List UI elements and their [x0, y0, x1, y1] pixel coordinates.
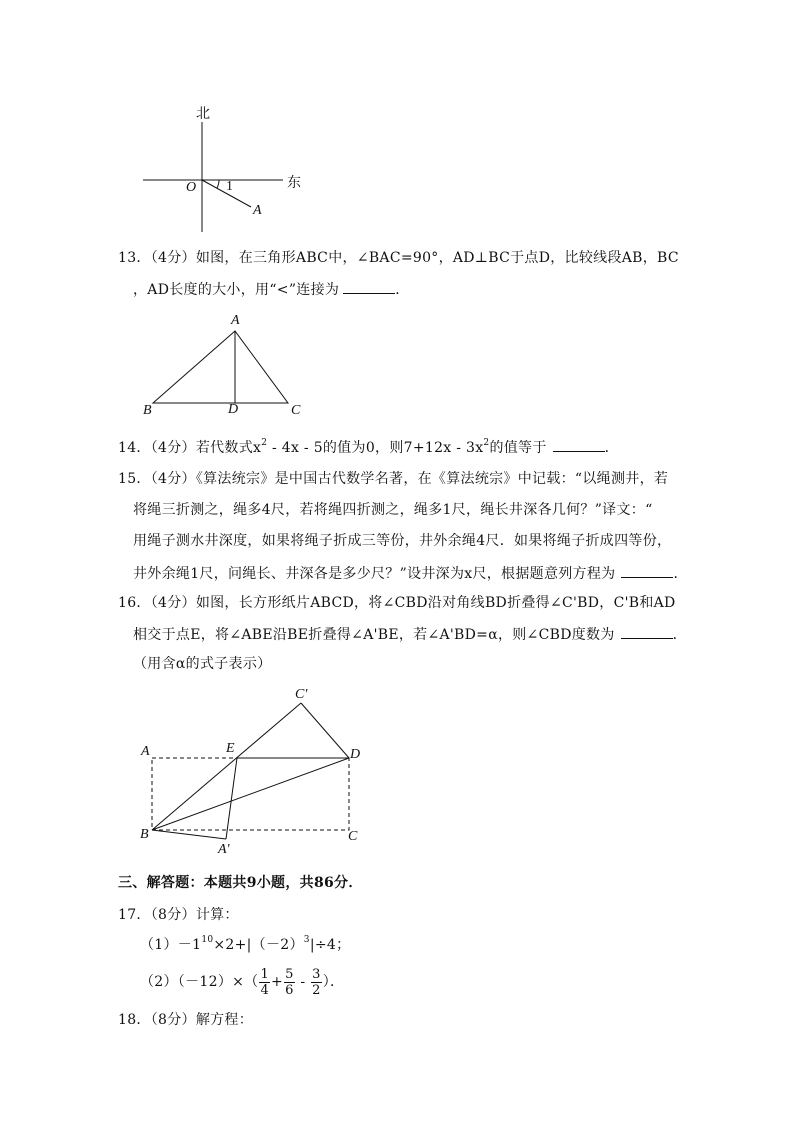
q14-end: ．	[604, 440, 619, 456]
triangle-label-c: C	[291, 403, 301, 418]
q16-line1: 16．（4分）如图，长方形纸片ABCD，将∠CBD沿对角线BD折叠得∠C'BD，C'B和AD	[118, 595, 676, 611]
rect-label-c: C	[348, 829, 358, 844]
section3-heading: 三、解答题：本题共9小题，共86分．	[118, 875, 363, 891]
q16-line2-text: 相交于点E，将∠ABE沿BE折叠得∠A'BE，若∠A'BD=α，则∠CBD度数为	[133, 627, 615, 643]
segment-c-prime-d	[301, 703, 349, 758]
q17-fraction-3	[311, 967, 322, 998]
q17-part2-a: （2）（－12）×（	[140, 974, 259, 990]
q17-title: 17．（8分）计算：	[118, 907, 239, 923]
compass-north-label: 北	[196, 106, 210, 122]
fraction-2-denominator: 6	[285, 982, 294, 998]
q17-part1-b: ×2+|（－2）	[213, 937, 304, 953]
q18-title: 18．（8分）解方程：	[118, 1012, 254, 1028]
q14-exponent-1: 2	[261, 438, 268, 448]
q17-op2: -	[295, 974, 311, 990]
q14-exponent-2: 2	[483, 438, 490, 448]
q17-part1	[140, 935, 350, 955]
q13-line1: 13．（4分）如图，在三角形ABC中，∠BAC=90°，AD⊥BC于点D，比较线段AB，BC	[118, 250, 679, 266]
q16-line2-end: ．	[672, 627, 687, 643]
compass-origin-label: O	[186, 180, 197, 195]
segment-a-prime-e	[226, 758, 237, 839]
q16-line3: （用含α的式子表示）	[133, 656, 272, 672]
segment-ba-prime	[152, 830, 226, 839]
q15-line4-text: 井外余绳1尺，问绳长、井深各是多少尺？”设井深为x尺，根据题意列方程为	[133, 566, 616, 582]
q15-line2: 将绳三折测之，绳多4尺，若将绳四折测之，绳多1尺，绳长井深各几何？”译文：“	[133, 502, 653, 518]
rect-label-d: D	[350, 747, 361, 762]
segment-bc-prime	[152, 703, 301, 830]
q17-fraction-1	[259, 967, 270, 998]
q17-part1-c: |÷4；	[309, 937, 351, 953]
q17-part2-end: ）．	[322, 974, 345, 990]
rect-label-b: B	[140, 827, 149, 842]
rect-label-e: E	[226, 741, 235, 756]
q17-part2	[140, 964, 344, 1000]
q14-part2: - 4x - 5的值为0，则7+12x - 3x	[267, 440, 484, 456]
q17-part1-a: （1）－1	[140, 937, 202, 953]
q15-line4-end: ．	[673, 566, 688, 582]
fraction-1-denominator: 4	[260, 982, 270, 998]
compass-angle-label: 1	[226, 179, 233, 194]
rect-label-c-prime: C'	[295, 687, 308, 702]
rect-label-a-prime: A'	[218, 842, 230, 857]
q17-op1: +	[271, 974, 284, 990]
rect-label-a: A	[141, 744, 150, 759]
fraction-3-denominator: 2	[312, 982, 321, 998]
triangle-label-b: B	[143, 403, 152, 418]
compass-point-a-label: A	[253, 203, 262, 218]
triangle-label-a: A	[231, 313, 240, 328]
triangle-label-d: D	[228, 402, 239, 417]
q17-fraction-2	[284, 967, 295, 998]
q17-part1-exp: 10	[201, 935, 214, 945]
q14-part1: 14．（4分）若代数式x	[118, 440, 262, 456]
fraction-2-numerator: 5	[285, 966, 294, 982]
q14-part3: 的值等于	[489, 440, 547, 456]
q17-part1-exp2: 3	[303, 935, 310, 945]
diagonal-bd	[152, 758, 349, 830]
fraction-1-numerator: 1	[260, 966, 270, 982]
compass-east-label: 东	[287, 175, 301, 191]
q15-line1: 15．（4分）《算法统宗》是中国古代数学名著，在《算法统宗》中记载：“以绳测井，若	[118, 471, 669, 487]
fraction-3-numerator: 3	[312, 966, 321, 982]
q13-line2-text: ，AD长度的大小，用“<”连接为	[133, 282, 340, 298]
q13-line2-end: ．	[395, 282, 410, 298]
q15-line3: 用绳子测水井深度，如果将绳子折成三等份，井外余绳4尺．如果将绳子折成四等份，	[133, 533, 672, 549]
